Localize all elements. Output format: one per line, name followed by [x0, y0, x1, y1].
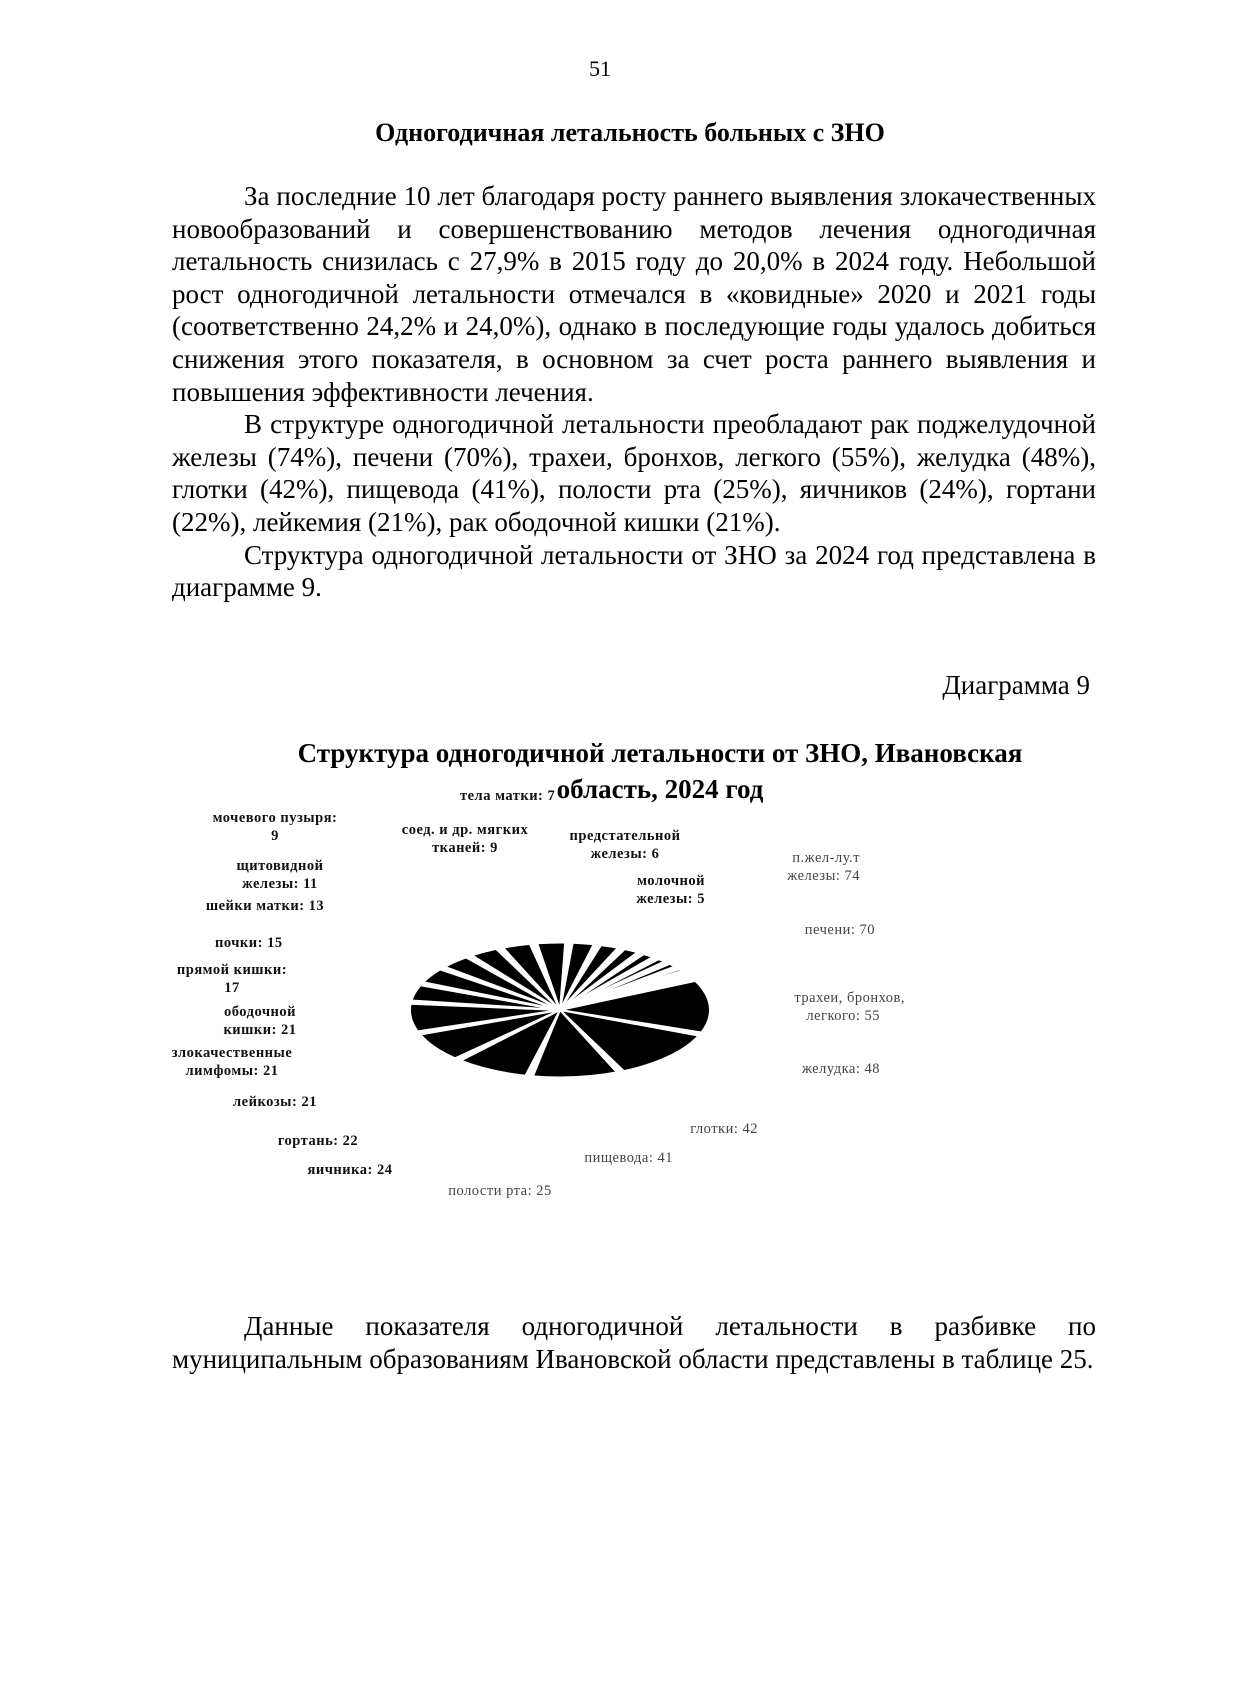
slice-label: [786, 850, 860, 884]
slice-label: [308, 1162, 393, 1178]
chart-title: Структура одногодичной летальности от ЗНО, Ивановская область, 2024 год: [297, 738, 1023, 804]
slice-label-line: лимфомы: 21: [185, 1063, 279, 1079]
slice-label: [570, 828, 681, 862]
slice-label-line: печени: 70: [804, 922, 875, 938]
paragraph-diagram-reference: Структура одногодичной летальности от ЗНО за 2024 год представлена в диаграмме 9.: [172, 539, 1096, 603]
slice-label-line: 17: [224, 980, 240, 996]
slice-label-line: соед. и др. мягких: [401, 822, 529, 838]
slice-label-line: желудка: 48: [801, 1061, 880, 1077]
slice-label: [223, 1004, 296, 1038]
slice-label-line: полости рта: 25: [448, 1183, 552, 1199]
slice-label-line: тканей: 9: [432, 840, 498, 856]
slice-label-line: п.жел-лу.т: [792, 850, 860, 866]
slice-label: [402, 822, 529, 856]
slice-label: [801, 1061, 880, 1077]
slice-label-line: железы: 74: [787, 868, 860, 884]
closing-text: [172, 1310, 1096, 1375]
slice-label-line: лейкозы: 21: [233, 1094, 317, 1110]
slice-label: [213, 810, 338, 844]
slice-label-line: глотки: 42: [690, 1121, 758, 1137]
slice-label-line: железы: 5: [636, 891, 705, 907]
slice-label-line: почки: 15: [215, 935, 283, 951]
slice-label-line: гортань: 22: [277, 1133, 359, 1149]
slice-label-line: шейки матки: 13: [205, 898, 325, 914]
slice-label: [636, 873, 705, 907]
slice-label: [805, 922, 875, 938]
pie-slices: [410, 942, 710, 1077]
slice-label: [448, 1183, 552, 1199]
body-text: [172, 180, 1096, 604]
slice-label-line: 9: [271, 828, 279, 844]
slice-label-line: ободочной: [224, 1004, 296, 1020]
slice-label-line: злокачественные: [171, 1045, 293, 1061]
slice-label: [237, 858, 324, 892]
slice-label: [206, 898, 324, 914]
slice-label: [172, 1045, 293, 1079]
diagram-label: Диаграмма 9: [942, 670, 1090, 700]
paragraph-lethality-trend: За последние 10 лет благодаря росту раннего выявления злокачественных новообразований и совершенствованию методов лечения одногодичная летальность снизилась с 27,9% в 2015 году до 20,0% в 2024 году. Небольшой рост одногодичной летальности отмечался в «ковидные» 2020 и 2021 годы (соответственно 24,2% и 24,0%), однако в последующие годы удалось добиться снижения этого показателя, в основном за счет роста раннего выявления и повышения эффективности лечения.: [172, 181, 1096, 407]
slice-label-line: прямой кишки:: [176, 962, 288, 978]
slice-label-line: предстательной: [569, 828, 681, 844]
slice-label-line: щитовидной: [236, 858, 324, 874]
slice-label: [177, 962, 287, 996]
paragraph-table-reference: Данные показателя одногодичной летальности в разбивке по муниципальным образованиям Ивановской области представлены в таблице 25.: [172, 1311, 1096, 1374]
slice-label-line: пищевода: 41: [584, 1150, 673, 1166]
page-number: 51: [589, 56, 611, 81]
slice-label-line: тела матки: 7: [460, 788, 556, 804]
slice-label: [278, 1133, 358, 1149]
slice-label: [215, 935, 283, 951]
slice-label: [584, 1150, 673, 1166]
slice-label: [460, 788, 555, 804]
slice-label: [690, 1121, 758, 1137]
section-title: Одногодичная летальность больных с ЗНО: [375, 118, 885, 147]
slice-label-line: молочной: [637, 873, 705, 889]
slice-label-line: мочевого пузыря:: [212, 810, 338, 826]
slice-label-line: железы: 11: [242, 876, 318, 892]
slice-label: [233, 1094, 317, 1110]
slice-label-line: кишки: 21: [223, 1022, 297, 1038]
paragraph-lethality-structure: В структуре одногодичной летальности преобладают рак поджелудочной железы (74%), печени (70%), трахеи, бронхов, легкого (55%), желудка (48%), глотки (42%), пищевода (41%), полости рта (25%), яичников (24%), гортани (22%), лейкемия (21%), рак ободочной кишки (21%).: [172, 409, 1096, 537]
slice-label: [794, 990, 905, 1024]
slice-label-line: яичника: 24: [307, 1162, 393, 1178]
slice-label-line: трахеи, бронхов,: [794, 990, 905, 1006]
pie-chart: [160, 788, 980, 1300]
slice-label-line: железы: 6: [590, 846, 660, 862]
slice-label-line: легкого: 55: [806, 1008, 880, 1024]
